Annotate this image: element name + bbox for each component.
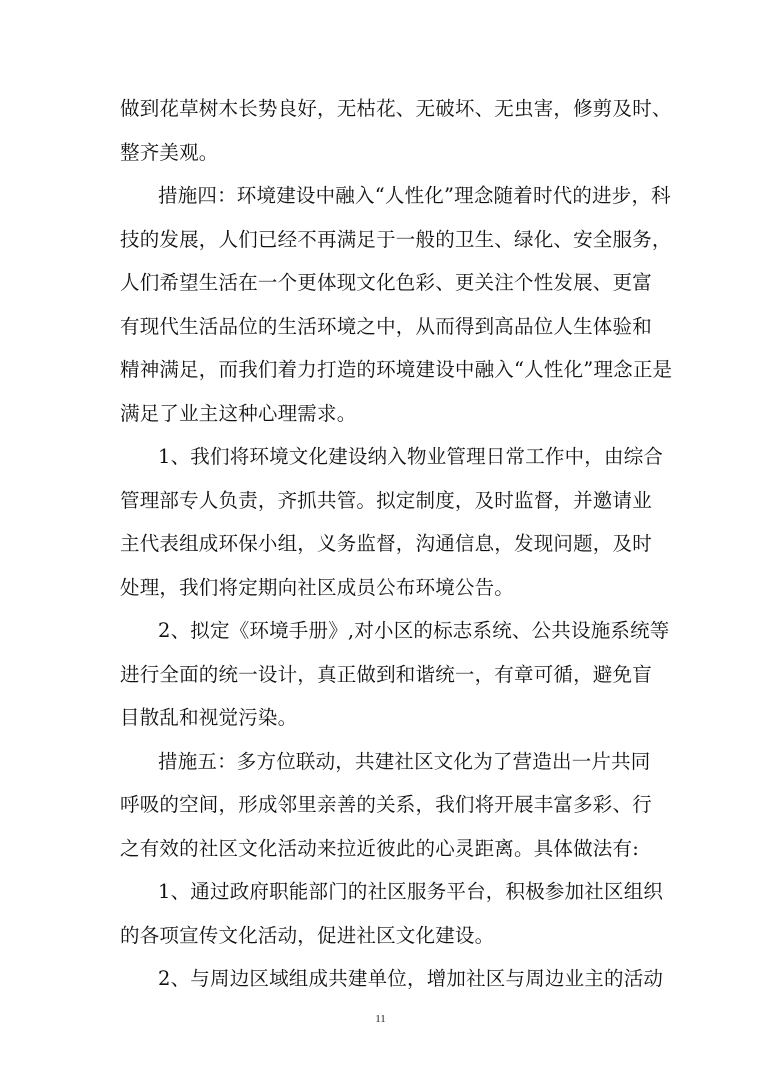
text-line-5: 人们希望生活在一个更体现文化色彩、更关注个性发展、更富 bbox=[120, 271, 652, 294]
text-line-21: 2、与周边区域组成共建单位，增加社区与周边业主的活动 bbox=[158, 967, 664, 990]
text-line-12: 处理，我们将定期向社区成员公布环境公告。 bbox=[120, 576, 515, 599]
text-line-6: 有现代生活品位的生活环境之中，从而得到高品位人生体验和 bbox=[120, 315, 652, 338]
text-line-20: 的各项宣传文化活动，促进社区文化建设。 bbox=[120, 924, 495, 947]
text-line-8: 满足了业主这种心理需求。 bbox=[120, 402, 357, 425]
text-line-17: 呼吸的空间，形成邻里亲善的关系，我们将开展丰富多彩、行 bbox=[120, 793, 652, 816]
text-line-1: 做到花草树木长势良好，无枯花、无破坏、无虫害，修剪及时、 bbox=[120, 97, 672, 120]
text-line-2: 整齐美观。 bbox=[120, 141, 219, 164]
text-line-15: 目散乱和视觉污染。 bbox=[120, 706, 298, 729]
text-line-4: 技的发展，人们已经不再满足于一般的卫生、绿化、安全服务， bbox=[120, 228, 672, 251]
page-number: 11 bbox=[375, 1013, 386, 1025]
text-line-9: 1、我们将环境文化建设纳入物业管理日常工作中，由综合 bbox=[158, 445, 664, 468]
text-line-14: 进行全面的统一设计，真正做到和谐统一，有章可循，避免盲 bbox=[120, 663, 652, 686]
text-line-7: 精神满足，而我们着力打造的环境建设中融入“人性化”理念正是 bbox=[120, 358, 673, 381]
text-line-19: 1、通过政府职能部门的社区服务平台，积极参加社区组织 bbox=[158, 880, 664, 903]
text-line-16: 措施五：多方位联动，共建社区文化为了营造出一片共同 bbox=[158, 750, 651, 773]
text-line-10: 管理部专人负责，齐抓共管。拟定制度，及时监督，并邀请业 bbox=[120, 489, 652, 512]
text-line-11: 主代表组成环保小组，义务监督，沟通信息，发现问题，及时 bbox=[120, 532, 652, 555]
text-line-18: 之有效的社区文化活动来拉近彼此的心灵距离。具体做法有: bbox=[120, 837, 639, 860]
text-line-3: 措施四：环境建设中融入“人性化”理念随着时代的进步，科 bbox=[158, 184, 671, 207]
text-line-13: 2、拟定《环境手册》,对小区的标志系统、公共设施系统等 bbox=[158, 619, 670, 642]
